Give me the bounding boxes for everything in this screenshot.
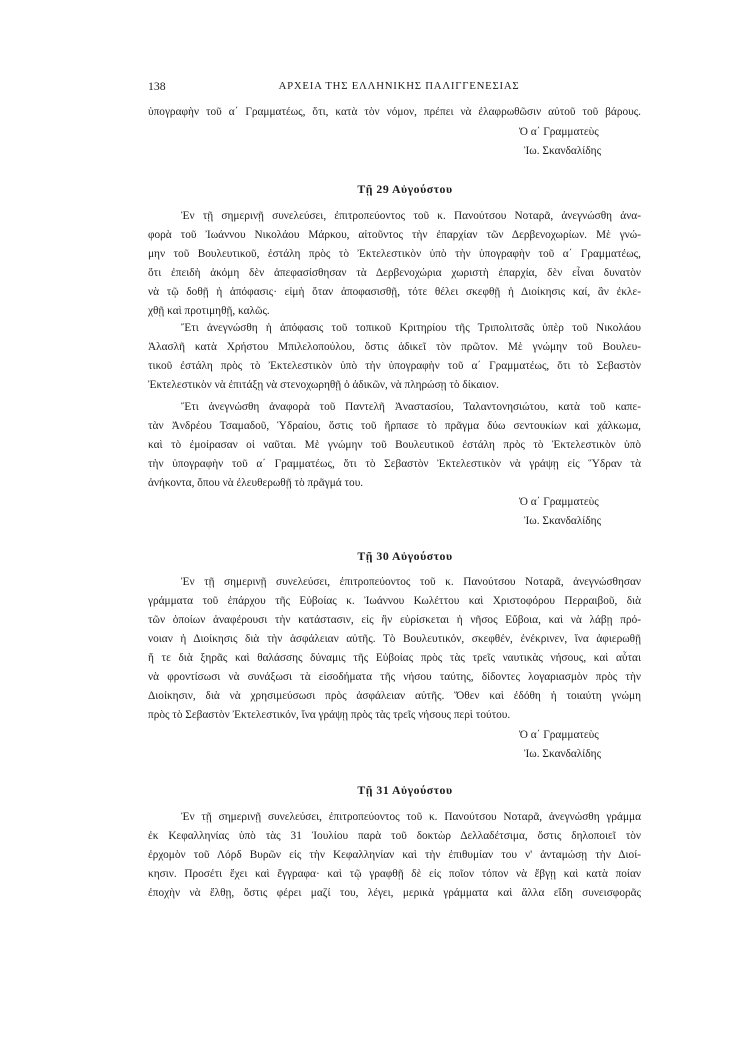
text-line: Ἔτι ἀνεγνώσθη ἀναφορὰ τοῦ Παντελῆ Ἀναστασίου, Ταλαντονησιώτου, κατὰ τοῦ καπε- (181, 401, 641, 413)
text-line: ἐρχομὸν τοῦ Λόρδ Βυρῶν εἰς τὴν Κεφαλληνίαν καὶ τὴν ἐπιθυμίαν του ν' ἀνταμώσῃ τὴν Διοί- (148, 849, 641, 861)
text-line: νὰ φροντίσωσι νὰ συνάξωσι τὰ εἰσοδήματα τῆς νήσου ταύτης, δίδοντες λογαριασμὸν πρὸς τὴν (148, 671, 641, 683)
text-line: Ἀλασλῆ κατὰ Χρήστου Μπιλελοπούλου, ὅστις ἀδικεῖ τὸν πρῶτον. Μὲ γνώμην τοῦ Βουλευ- (148, 341, 641, 353)
text-line: Ἐν τῇ σημερινῇ συνελεύσει, ἐπιτροπεύοντος τοῦ κ. Πανούτσου Νοταρᾶ, ἀνεγνώσθη ἀνα- (181, 210, 641, 222)
text-line: κησιν. Προσέτι ἔχει καὶ ἔγγραφα· καὶ τῷ γραφθῇ δὲ εἰς ποῖον τόπον νὰ ἔβγῃ καὶ κατὰ ποίαν (148, 868, 641, 880)
entry-date-heading: Τῇ 31 Αὐγούστου (357, 783, 453, 797)
text-line: πρὸς τὸ Σεβαστὸν Ἐκτελεστικόν, ἵνα γράψῃ πρὸς τὰς τρεῖς νήσους περὶ τούτου. (148, 709, 511, 721)
text-line: ἀνήκοντα, ὅπου νὰ ἐλευθερωθῇ τὸ πρᾶγμά του. (148, 477, 364, 489)
text-line: ἥ τε διὰ ξηρᾶς καὶ θαλάσσης δύναμις τῆς Εὐβοίας πρὸς τὰς τρεῖς ναυτικὰς νήσους, καὶ αὗται (148, 652, 641, 664)
running-title: ΑΡΧΕΙΑ ΤΗΣ ΕΛΛΗΝΙΚΗΣ ΠΑΛΙΓΓΕΝΕΣΙΑΣ (278, 80, 520, 92)
entry-date-heading: Τῇ 29 Αὐγούστου (357, 182, 453, 196)
text-line: νὰ τῷ δοθῇ ἡ ἀπόφασις· εἰμὴ ὅταν ἀποφασισθῇ, τότε θέλει σκεφθῇ ἡ Διοίκησις καί, ἂν ἐκλε- (148, 286, 641, 298)
text-line: νοιαν ἡ Διοίκησις διὰ τὴν ἀσφάλειαν αὐτῆς. Τὸ Βουλευτικόν, σκεφθέν, ἐνέκρινεν, ἵνα ἀφιερωθῇ (148, 633, 641, 645)
text-line: Ἐν τῇ σημερινῇ συνελεύσει, ἐπιτροπεύοντος τοῦ κ. Πανούτσου Νοταρᾶ, ἀνεγνώσθησαν (181, 576, 641, 588)
text-line: Ἐκτελεστικὸν νὰ ἐπιτάξῃ νὰ στενοχωρηθῇ ὁ ἀδικῶν, νὰ πληρώσῃ τὸ δίκαιον. (148, 379, 499, 391)
signature-role: Ὁ α΄ Γραμματεὺς (519, 496, 599, 508)
text-line: ὑπογραφὴν τοῦ α΄ Γραμματέως, ὅτι, κατὰ τὸν νόμον, πρέπει νὰ ἐλαφρωθῶσιν αὐτοῦ τοῦ βάρους. (148, 106, 641, 118)
text-line: φορὰ τοῦ Ἰωάννου Νικολάου Μάρκου, αἰτοῦντος τὴν ἐπαρχίαν τῶν Δερβενοχωρίων. Μὲ γνώ- (148, 229, 641, 241)
signature-name: Ἰω. Σκανδαλίδης (524, 748, 602, 760)
signature-role: Ὁ α΄ Γραμματεὺς (519, 729, 599, 741)
text-line: τῶν ὁποίων ἀναφέρουσι τὴν κατάστασιν, εἰς ἣν εὑρίσκεται ἡ νῆσος Εὔβοια, καὶ νὰ λάβῃ πρό- (148, 614, 641, 626)
signature-name: Ἰω. Σκανδαλίδης (524, 145, 602, 157)
text-line: Ἐν τῇ σημερινῇ συνελεύσει, ἐπιτροπεύοντος τοῦ κ. Πανούτσου Νοταρᾶ, ἀνεγνώσθη γράμμα (181, 811, 641, 823)
text-line: ὅτι ἐπειδὴ ἀκόμη δὲν ἀπεφασίσθησαν τὰ Δερβενοχώρια χωριστὴ ἐπαρχία, δὲν εἶναι δυνατὸν (148, 267, 641, 279)
text-line: ἐκ Κεφαλληνίας ὑπὸ τὰς 31 Ἰουλίου παρὰ τοῦ δοκτὼρ Δελλαδέτσιμα, ὅστις δηλοποιεῖ τὸν (148, 830, 641, 842)
text-line: τὰν Ἀνδρέου Τσαμαδοῦ, Ὑδραίου, ὅστις τοῦ ἥρπασε τὸ πρᾶγμα δύω σεντουκίων καὶ χάλκωμα, (148, 420, 641, 432)
signature-role: Ὁ α΄ Γραμματεὺς (519, 126, 599, 138)
page-number: 138 (148, 79, 166, 93)
text-line: Διοίκησιν, διὰ νὰ χρησιμεύσωσι πρὸς ἀσφάλειαν αὐτῆς. Ὅθεν καὶ ἐδόθη ἡ τοιαύτη γνώμη (148, 690, 641, 702)
text-line: μην τοῦ Βουλευτικοῦ, ἐστάλη πρὸς τὸ Ἐκτελεστικὸν ὑπὸ τὴν ὑπογραφὴν τοῦ α΄ Γραμματέως, (148, 248, 641, 260)
text-line: ἐποχὴν νὰ ἔλθῃ, ὅστις φέρει μαζί του, λέγει, μερικὰ γράμματα καὶ ἄλλα εἴδη συνεισφορᾶς (148, 887, 641, 899)
entry-date-heading: Τῇ 30 Αὐγούστου (357, 549, 453, 563)
text-line: γράμματα τοῦ ἐπάρχου τῆς Εὐβοίας κ. Ἰωάννου Κωλέττου καὶ Χριστοφόρου Περραιβοῦ, διὰ (148, 595, 641, 607)
signature-name: Ἰω. Σκανδαλίδης (524, 515, 602, 527)
text-line: τικοῦ ἐστάλη πρὸς τὸ Ἐκτελεστικὸν ὑπὸ τὴν ὑπογραφὴν τοῦ α΄ Γραμματέως, ὅτι τὸ Σεβαστὸν (148, 360, 641, 372)
text-line: τὴν ὑπογραφὴν τοῦ α΄ Γραμματέως, ὅτι τὸ Σεβαστὸν Ἐκτελεστικὸν νὰ γράψῃ εἰς Ὕδραν τὰ (148, 458, 641, 470)
text-line: καὶ τὸ ἐμοίρασαν οἱ ναῦται. Μὲ γνώμην τοῦ Βουλευτικοῦ ἐστάλη πρὸς τὸ Ἐκτελεστικὸν ὑπὸ (148, 439, 641, 451)
text-line: Ἔτι ἀνεγνώσθη ἡ ἀπόφασις τοῦ τοπικοῦ Κριτηρίου τῆς Τριπολιτσᾶς ὑπὲρ τοῦ Νικολάου (181, 322, 641, 334)
text-line: χθῇ καὶ προτιμηθῇ, καλῶς. (148, 305, 270, 317)
